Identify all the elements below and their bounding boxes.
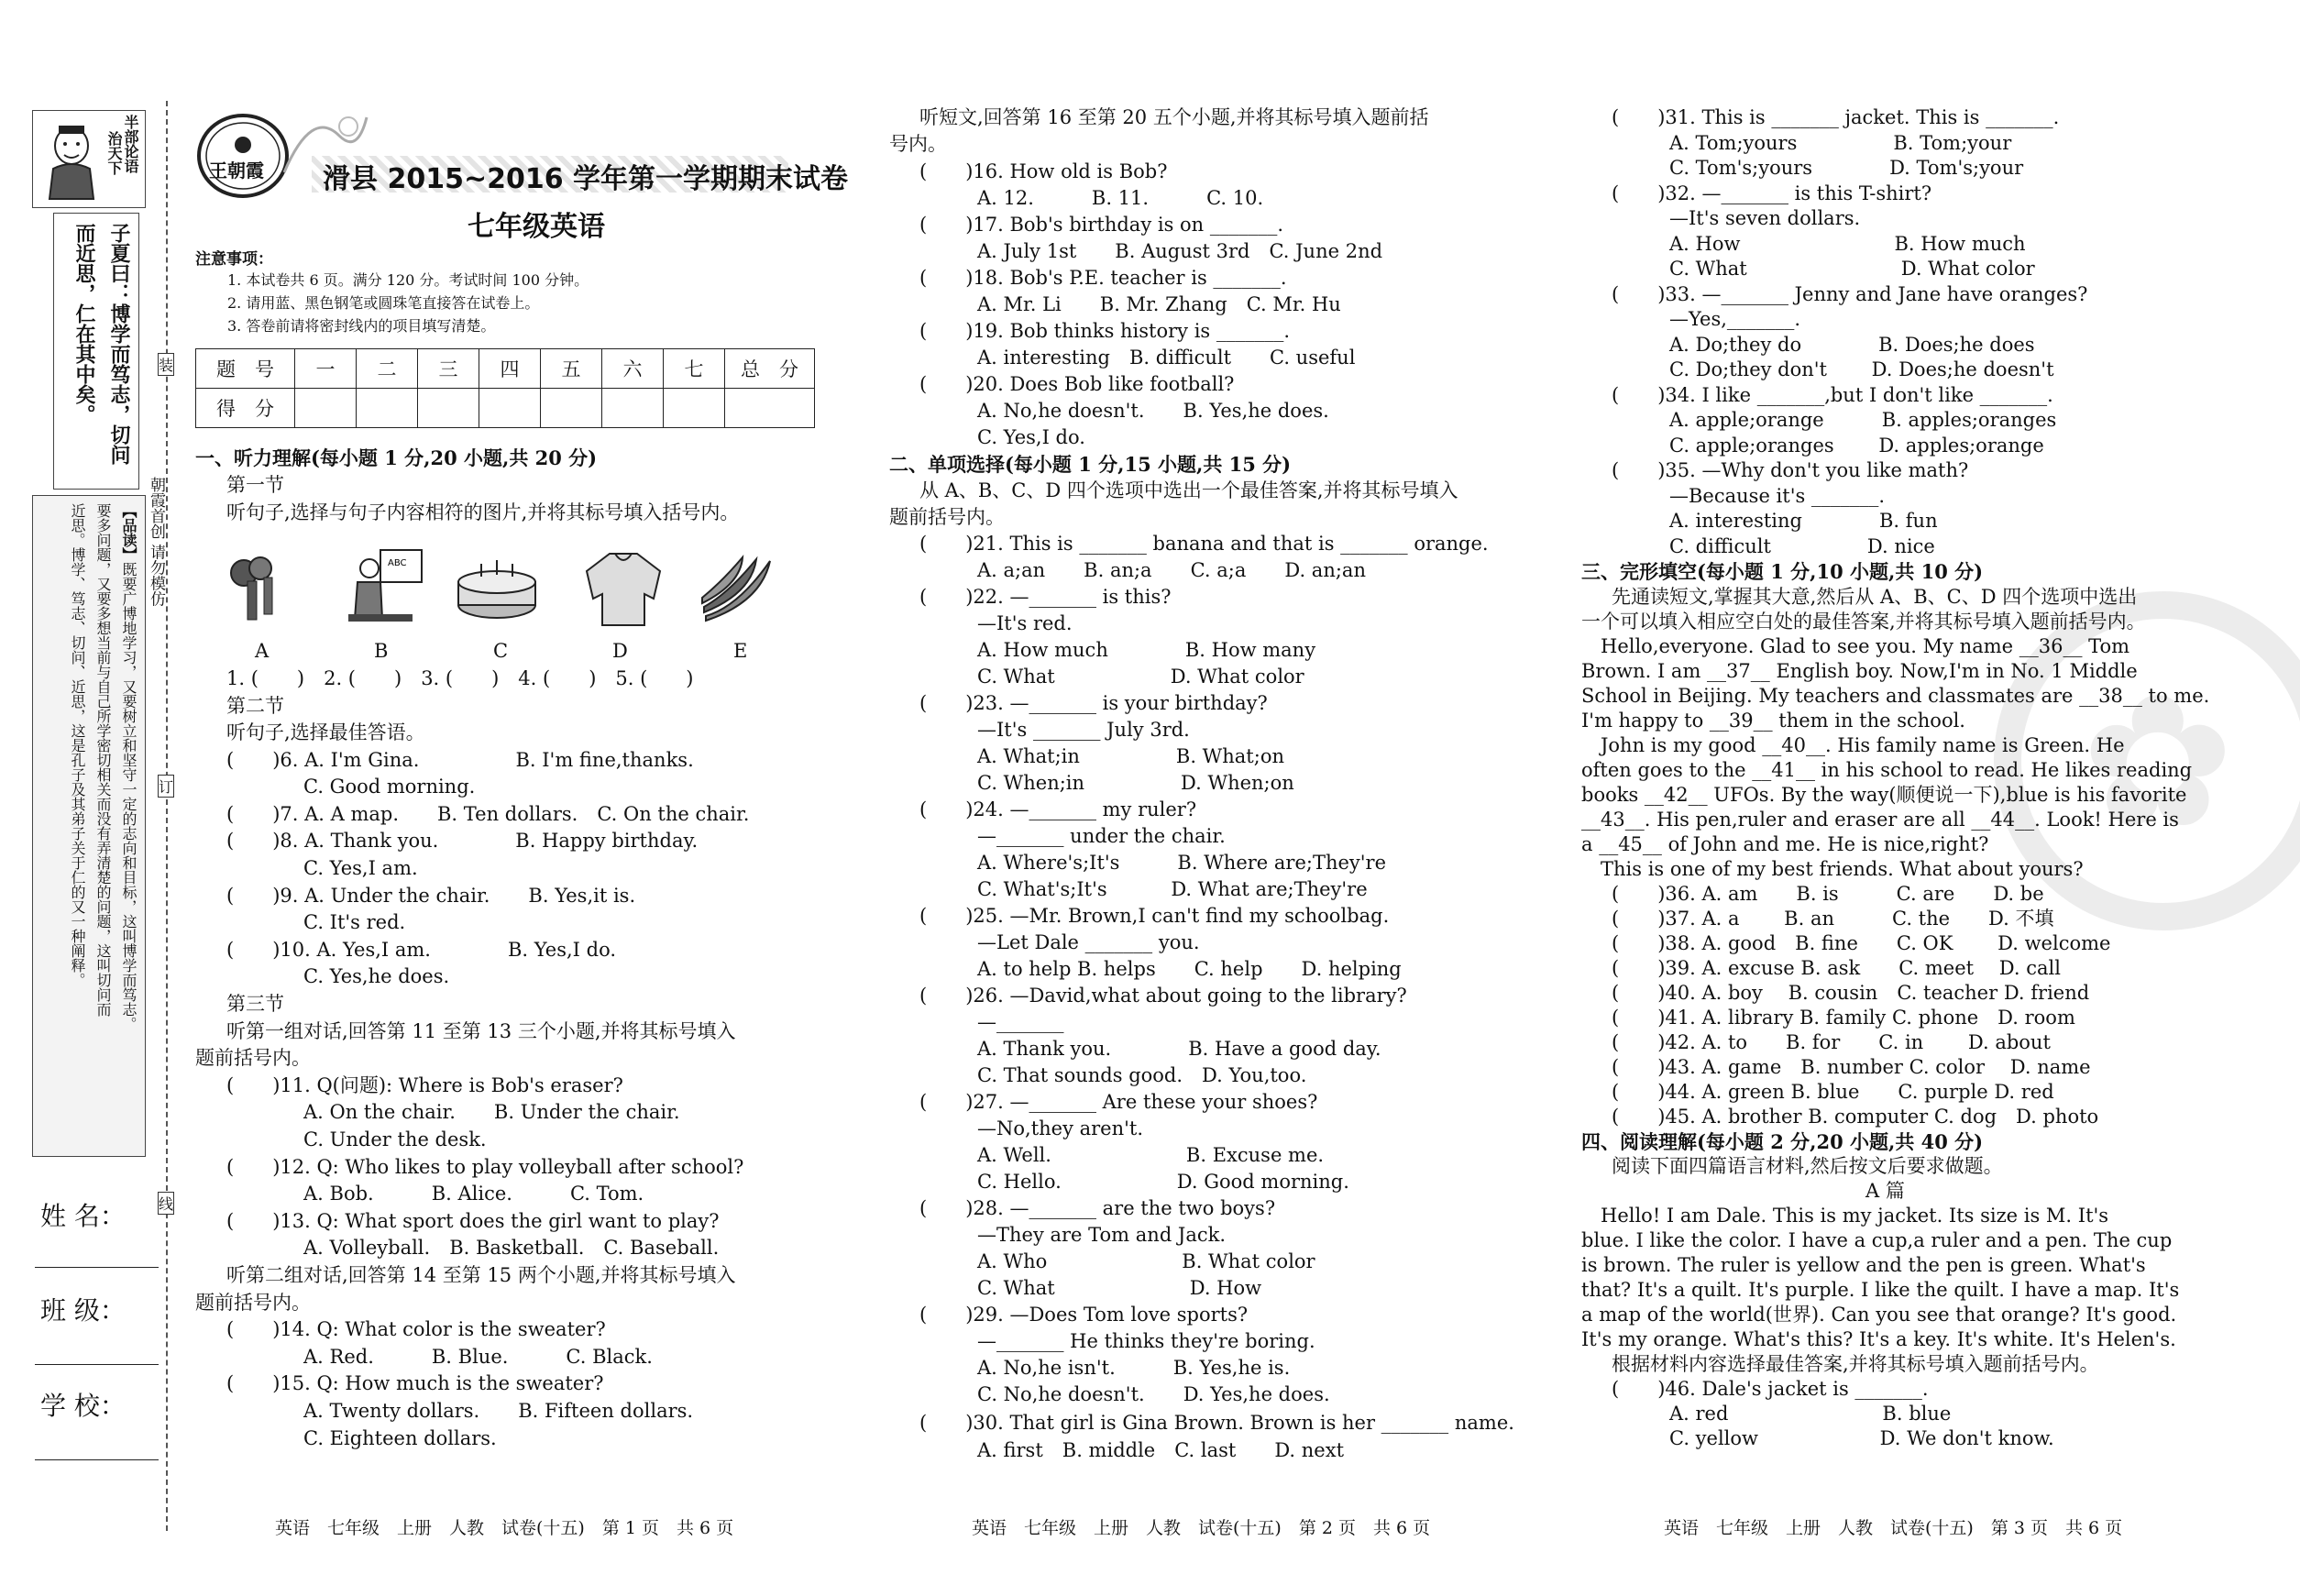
score-cell[interactable] <box>479 389 541 428</box>
question-line: C. Yes,he does. <box>226 965 450 987</box>
question-line[interactable]: ( )14. Q: What color is the sweater? <box>226 1318 606 1340</box>
table-cell: 题 号 <box>196 349 295 389</box>
question-line[interactable]: ( )32. —_______ is this T-shirt? <box>1612 182 1932 204</box>
question-line: A. Tom;yours B. Tom;your <box>1612 132 2012 154</box>
notes-item-3: 3. 答卷前请将密封线内的项目填写清楚。 <box>227 317 496 335</box>
question-line: —They are Tom and Jack. <box>919 1224 1227 1246</box>
question-line: C. What D. How <box>919 1277 1262 1299</box>
question-line: A. Who B. What color <box>919 1250 1315 1272</box>
cloze-line: books __42__ UFOs. By the way(顺便说一下),blue is his favorite <box>1581 784 2187 806</box>
question-line: C. Under the desk. <box>226 1128 487 1150</box>
question-line[interactable]: ( )15. Q: How much is the sweater? <box>226 1372 604 1394</box>
question-line: A. No,he doesn't. B. Yes,he does. <box>919 400 1329 422</box>
cloze-option-line[interactable]: ( )42. A. to B. for C. in D. about <box>1612 1031 2051 1053</box>
name-label: 姓 名： <box>40 1201 126 1231</box>
passage-line: that? It's a quilt. It's purple. I like the quilt. I have a map. It's <box>1581 1279 2180 1301</box>
section-4-instruction: 阅读下面四篇语言材料,然后按文后要求做题。 <box>1612 1155 2003 1177</box>
question-line: C. Yes,I do. <box>919 426 1085 448</box>
question-line[interactable]: ( )35. —Why don't you like math? <box>1612 459 1969 481</box>
question-line[interactable]: ( )25. —Mr. Brown,I can't find my schoolbag. <box>919 905 1390 927</box>
question-line: A. Volleyball. B. Basketball. C. Baseball. <box>226 1237 720 1259</box>
question-line: C. What D. What color <box>1612 258 2035 280</box>
question-line: C. Tom's;yours D. Tom's;your <box>1612 157 2024 179</box>
section-3-title: 三、完形填空(每小题 1 分,10 小题,共 10 分) <box>1581 560 1984 583</box>
logo-text: 王朝霞 <box>209 160 264 182</box>
passage-line: Hello! I am Dale. This is my jacket. Its size is M. It's <box>1581 1205 2109 1227</box>
question-line[interactable]: ( )19. Bob thinks history is _______. <box>919 320 1291 342</box>
question-line[interactable]: ( )13. Q: What sport does the girl want to play? <box>226 1210 720 1232</box>
question-line: —It's _______ July 3rd. <box>919 719 1190 741</box>
question-line[interactable]: ( )22. —_______ is this? <box>919 586 1172 608</box>
question-line: —Because it's _______. <box>1612 485 1886 507</box>
question-line[interactable]: ( )16. How old is Bob? <box>919 160 1168 182</box>
passage-line: is brown. The ruler is yellow and the pen is green. What's <box>1581 1254 2146 1276</box>
question-line[interactable]: ( )31. This is _______ jacket. This is _______. <box>1612 106 2060 128</box>
quote-line-1: 子夏曰：博学而笃志，切问 <box>107 223 131 465</box>
score-table <box>195 348 815 428</box>
section-1-title: 一、听力理解(每小题 1 分,20 小题,共 20 分) <box>195 446 598 469</box>
page-2-footer: 英语 七年级 上册 人教 试卷(十五) 第 2 页 共 6 页 <box>972 1518 1431 1538</box>
question-line[interactable]: ( )33. —_______ Jenny and Jane have oranges? <box>1612 283 2088 305</box>
table-cell: 二 <box>357 349 418 389</box>
question-line: A. How much B. How many <box>919 639 1316 661</box>
question-line: C. yellow D. We don't know. <box>1612 1427 2054 1449</box>
page-2-instruction-b: 号内。 <box>889 133 947 155</box>
question-line: —_______ He thinks they're boring. <box>919 1330 1315 1352</box>
pic-label-a: A <box>255 640 270 662</box>
question-line[interactable]: ( )29. —Does Tom love sports? <box>919 1304 1249 1326</box>
section-2-instruction: 从 A、B、C、D 四个选项中选出一个最佳答案,并将其标号填入 <box>919 479 1458 501</box>
score-cell[interactable] <box>725 389 815 428</box>
pindu-box <box>32 495 146 1157</box>
question-line[interactable]: ( )17. Bob's birthday is on _______. <box>919 214 1284 236</box>
question-line: C. Do;they don't D. Does;he doesn't <box>1612 358 2054 380</box>
motto-text: 半部论语 <box>122 115 139 173</box>
score-cell[interactable] <box>541 389 602 428</box>
notes-item-2: 2. 请用蓝、黑色钢笔或圆珠笔直接答在试卷上。 <box>227 294 540 312</box>
pic-answer-line[interactable]: 1. ( ) 2. ( ) 3. ( ) 4. ( ) 5. ( ) <box>226 667 694 689</box>
cloze-option-line[interactable]: ( )36. A. am B. is C. are D. be <box>1612 883 2044 905</box>
question-line: —Let Dale _______ you. <box>919 931 1200 953</box>
svg-text:ABC: ABC <box>388 558 407 568</box>
table-cell: 得 分 <box>196 389 295 428</box>
part-3-instruction-1: 听第一组对话,回答第 11 至第 13 三个小题,并将其标号填入 <box>226 1020 736 1042</box>
question-line: C. Hello. D. Good morning. <box>919 1171 1349 1193</box>
pindu-text-1: 【品读】既要广博地学习，又要树立和坚守一定的志向和目标，这叫博学而笃志。 <box>120 503 138 1031</box>
question-line[interactable]: ( )7. A. A map. B. Ten dollars. C. On the chair. <box>226 803 750 825</box>
question-line[interactable]: ( )27. —_______ Are these your shoes? <box>919 1091 1318 1113</box>
svg-text:✿: ✿ <box>2081 655 2235 869</box>
part-1-instruction: 听句子,选择与句子内容相符的图片,并将其标号填入括号内。 <box>226 501 740 523</box>
cloze-option-line[interactable]: ( )39. A. excuse B. ask C. meet D. call <box>1612 957 2061 979</box>
part-3-instruction-2: 听第二组对话,回答第 14 至第 15 两个小题,并将其标号填入 <box>226 1264 736 1286</box>
question-line: C. difficult D. nice <box>1612 535 1935 557</box>
class-field[interactable] <box>35 1364 159 1365</box>
question-line: C. Eighteen dollars. <box>226 1427 497 1449</box>
pindu-text-3: 近思。博学、笃志、切问、近思，这是孔子及其弟子关于仁的又一种阐释。 <box>69 503 86 987</box>
part-2-label: 第二节 <box>226 695 284 717</box>
question-line: A. No,he isn't. B. Yes,he is. <box>919 1357 1291 1379</box>
question-line: C. Yes,I am. <box>226 857 418 879</box>
school-label: 学 校： <box>40 1391 126 1421</box>
score-cell[interactable] <box>418 389 479 428</box>
question-line[interactable]: ( )6. A. I'm Gina. B. I'm fine,thanks. <box>226 749 694 771</box>
cloze-option-line[interactable]: ( )45. A. brother B. computer C. dog D. photo <box>1612 1106 2099 1128</box>
pindu-text-2: 要多问题，又要多想当前与自己所学密切相关而没有弄清楚的问题，这叫切问而 <box>94 503 112 1017</box>
question-line: —No,they aren't. <box>919 1117 1144 1139</box>
question-line[interactable]: ( )30. That girl is Gina Brown. Brown is her _______ name. <box>919 1412 1514 1434</box>
question-line: —It's seven dollars. <box>1612 207 1861 229</box>
question-line: —_______ under the chair. <box>919 825 1226 847</box>
cloze-line: a __45__ of John and me. He is nice,right? <box>1581 833 1989 855</box>
question-line: A. apple;orange B. apples;oranges <box>1612 409 2057 431</box>
table-cell: 六 <box>602 349 664 389</box>
question-line: A. How B. How much <box>1612 233 2026 255</box>
question-line: C. It's red. <box>226 911 406 933</box>
score-cell[interactable] <box>602 389 664 428</box>
page-2-instruction: 听短文,回答第 16 至第 20 五个小题,并将其标号填入题前括 <box>919 106 1429 128</box>
question-line[interactable]: ( )46. Dale's jacket is _______. <box>1612 1378 1929 1400</box>
page-1-footer: 英语 七年级 上册 人教 试卷(十五) 第 1 页 共 6 页 <box>275 1518 734 1538</box>
notes-title: 注意事项： <box>195 250 273 269</box>
cloze-line: Brown. I am __37__ English boy. Now,I'm in No. 1 Middle <box>1581 660 2138 682</box>
birthday-cake-icon <box>454 555 541 623</box>
section-4-title: 四、阅读理解(每小题 2 分,20 小题,共 40 分) <box>1581 1130 1984 1153</box>
section-3-instruction-2: 一个可以填入相应空白处的最佳答案,并将其标号填入题前括号内。 <box>1581 611 2146 633</box>
pic-label-c: C <box>493 640 509 662</box>
question-line: A. Where's;It's B. Where are;They're <box>919 852 1387 874</box>
exam-title: 滑县 2015~2016 学年第一学期期末试卷 <box>323 163 849 195</box>
seal-text: 朝霞首创 请勿模仿 <box>147 477 165 607</box>
cloze-line: School in Beijing. My teachers and classmates are __38__ to me. <box>1581 685 2210 707</box>
cloze-option-line[interactable]: ( )38. A. good B. fine C. OK D. welcome <box>1612 932 2111 954</box>
question-line: C. What D. What color <box>919 666 1304 688</box>
question-line[interactable]: ( )8. A. Thank you. B. Happy birthday. <box>226 830 699 852</box>
quote-line-2: 而近思，仁在其中矣。 <box>72 223 96 424</box>
cloze-option-line[interactable]: ( )43. A. game B. number C. color D. name <box>1612 1056 2091 1078</box>
keys-icon <box>224 550 297 623</box>
table-cell: 三 <box>418 349 479 389</box>
name-field[interactable] <box>35 1267 159 1268</box>
question-line: —_______ <box>919 1011 1064 1033</box>
cloze-line: John is my good __40__. His family name is Green. He <box>1581 734 2125 756</box>
question-line: A. July 1st B. August 3rd C. June 2nd <box>919 240 1383 262</box>
table-cell: 五 <box>541 349 602 389</box>
question-line: A. Mr. Li B. Mr. Zhang C. Mr. Hu <box>919 293 1341 315</box>
question-line: C. No,he doesn't. D. Yes,he does. <box>919 1383 1330 1405</box>
passage-instruction: 根据材料内容选择最佳答案,并将其标号填入题前括号内。 <box>1612 1353 2099 1375</box>
motto-box <box>32 110 146 208</box>
question-line: A. interesting B. difficult C. useful <box>919 347 1356 369</box>
pic-label-e: E <box>733 640 748 662</box>
cloze-line: Hello,everyone. Glad to see you. My name __36__ Tom <box>1581 635 2130 657</box>
question-line: A. interesting B. fun <box>1612 510 1938 532</box>
question-line[interactable]: ( )23. —_______ is your birthday? <box>919 692 1268 714</box>
pic-label-d: D <box>612 640 628 662</box>
question-line[interactable]: ( )28. —_______ are the two boys? <box>919 1197 1276 1219</box>
table-cell: 总 分 <box>725 349 815 389</box>
pic-label-b: B <box>374 640 389 662</box>
score-table-header-row <box>196 349 815 389</box>
question-line: A. Bob. B. Alice. C. Tom. <box>226 1183 644 1205</box>
cloze-option-line[interactable]: ( )40. A. boy B. cousin C. teacher D. friend <box>1612 982 2090 1004</box>
question-line: A. Do;they do B. Does;he does <box>1612 334 2035 356</box>
question-line[interactable]: ( )34. I like _______,but I don't like _______. <box>1612 384 2053 406</box>
part-3-instruction-2b: 题前括号内。 <box>195 1292 311 1314</box>
question-line: A. 12. B. 11. C. 10. <box>919 187 1264 209</box>
seal-line <box>166 101 168 1531</box>
quote-box <box>53 213 139 490</box>
bananas-icon <box>697 552 779 625</box>
section-2-title: 二、单项选择(每小题 1 分,15 小题,共 15 分) <box>889 453 1292 476</box>
question-line: —Yes,_______. <box>1612 308 1801 330</box>
passage-line: a map of the world(世界). Can you see that orange? It's good. <box>1581 1304 2177 1326</box>
exam-subtitle: 七年级英语 <box>468 211 605 243</box>
passage-line: blue. I like the color. I have a cup,a ruler and a pen. The cup <box>1581 1229 2173 1251</box>
cloze-line: __43__. His pen,ruler and eraser are all __44__. Look! Here is <box>1581 809 2179 831</box>
margin-mark-1: 装 <box>158 353 174 376</box>
question-line: A. What;in B. What;on <box>919 745 1284 767</box>
question-line: A. to help B. helps C. help D. helping <box>919 958 1402 980</box>
question-line: A. first B. middle C. last D. next <box>919 1439 1345 1461</box>
cloze-option-line[interactable]: ( )44. A. green B. blue C. purple D. red <box>1612 1081 2054 1103</box>
question-line[interactable]: ( )18. Bob's P.E. teacher is _______. <box>919 267 1287 289</box>
question-line[interactable]: ( )21. This is _______ banana and that is _______ orange. <box>919 533 1489 555</box>
question-line: A. red B. blue <box>1612 1403 1952 1425</box>
school-field[interactable] <box>35 1459 159 1460</box>
question-line: C. What's;It's D. What are;They're <box>919 878 1368 900</box>
question-line[interactable]: ( )9. A. Under the chair. B. Yes,it is. <box>226 885 636 907</box>
cloze-option-line[interactable]: ( )41. A. library B. family C. phone D. room <box>1612 1007 2075 1029</box>
page-3-footer: 英语 七年级 上册 人教 试卷(十五) 第 3 页 共 6 页 <box>1664 1518 2123 1538</box>
notes-item-1: 1. 本试卷共 6 页。满分 120 分。考试时间 100 分钟。 <box>227 271 589 289</box>
question-line[interactable]: ( )24. —_______ my ruler? <box>919 798 1197 820</box>
passage-line: It's my orange. What's this? It's a key. It's white. It's Helen's. <box>1581 1328 2176 1350</box>
question-line: A. Well. B. Excuse me. <box>919 1144 1325 1166</box>
question-line[interactable]: ( )10. A. Yes,I am. B. Yes,I do. <box>226 939 617 961</box>
part-1-label: 第一节 <box>226 474 284 496</box>
score-cell[interactable] <box>664 389 725 428</box>
score-cell[interactable] <box>295 389 357 428</box>
part-3-label: 第三节 <box>226 993 284 1015</box>
question-line: A. a;an B. an;a C. a;a D. an;an <box>919 559 1366 581</box>
sweater-icon <box>582 548 665 629</box>
question-line: A. Red. B. Blue. C. Black. <box>226 1346 653 1368</box>
question-line: C. Good morning. <box>226 776 476 798</box>
question-line[interactable]: ( )12. Q: Who likes to play volleyball after school? <box>226 1156 744 1178</box>
question-line: A. Thank you. B. Have a good day. <box>919 1038 1381 1060</box>
question-line[interactable]: ( )11. Q(问题): Where is Bob's eraser? <box>226 1074 623 1096</box>
part-3-instruction-1b: 题前括号内。 <box>195 1047 311 1069</box>
cloze-line: This is one of my best friends. What about yours? <box>1581 858 2084 880</box>
question-line: C. That sounds good. D. You,too. <box>919 1064 1307 1086</box>
class-label: 班 级： <box>40 1295 126 1326</box>
cloze-line: I'm happy to __39__ them in the school. <box>1581 710 1965 732</box>
motto-right-text: 治天下 <box>105 131 123 175</box>
margin-mark-2: 订 <box>158 775 174 798</box>
section-2-instruction-b: 题前括号内。 <box>889 506 1005 528</box>
margin-mark-3: 线 <box>158 1192 174 1215</box>
teacher-icon <box>344 545 426 628</box>
table-cell: 一 <box>295 349 357 389</box>
question-line: A. Twenty dollars. B. Fifteen dollars. <box>226 1400 694 1422</box>
cloze-option-line[interactable]: ( )37. A. a B. an C. the D. 不填 <box>1612 908 2054 930</box>
question-line: —It's red. <box>919 612 1073 634</box>
cloze-line: often goes to the __41__ in his school to read. He likes reading <box>1581 759 2193 781</box>
table-cell: 四 <box>479 349 541 389</box>
question-line: A. On the chair. B. Under the chair. <box>226 1101 680 1123</box>
part-2-instruction: 听句子,选择最佳答语。 <box>226 721 425 743</box>
score-cell[interactable] <box>357 389 418 428</box>
section-3-instruction-1: 先通读短文,掌握其大意,然后从 A、B、C、D 四个选项中选出 <box>1612 586 2138 608</box>
passage-label: A 篇 <box>1865 1180 1905 1202</box>
confucius-illustration <box>37 118 108 203</box>
table-cell: 七 <box>664 349 725 389</box>
question-line: C. apple;oranges D. apples;orange <box>1612 435 2044 457</box>
score-table-score-row <box>196 389 815 428</box>
question-line[interactable]: ( )20. Does Bob like football? <box>919 373 1235 395</box>
question-line: C. When;in D. When;on <box>919 772 1294 794</box>
question-line[interactable]: ( )26. —David,what about going to the library? <box>919 985 1407 1007</box>
